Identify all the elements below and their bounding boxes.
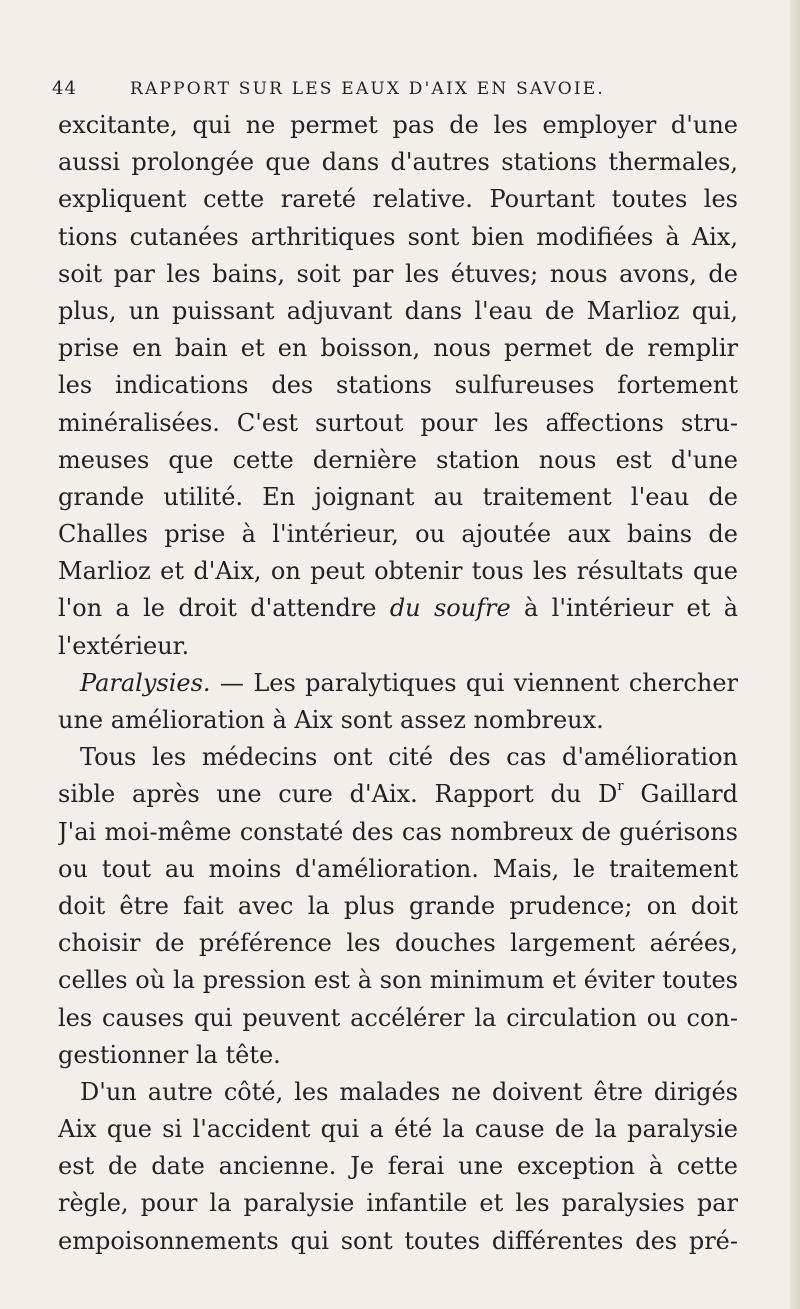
- page-edge: [790, 0, 800, 1309]
- text-line: aussi prolongée que dans d'autres stations thermales,: [58, 148, 738, 177]
- text-line: empoisonnements qui sont toutes différentes des pré-: [58, 1226, 738, 1255]
- body-text: [58, 107, 738, 1260]
- text-line: prise en bain et en boisson, nous permet de remplir: [58, 334, 738, 363]
- text-line: ou tout au moins d'amélioration. Mais, le traitement: [58, 854, 738, 883]
- text-line: grande utilité. En joignant au traitement l'eau de: [58, 482, 738, 511]
- text-line: D'un autre côté, les malades ne doivent être dirigés: [80, 1077, 738, 1106]
- text-line: une amélioration à Aix sont assez nombreux.: [58, 706, 604, 735]
- text-run: à l'intérieur et à: [510, 594, 738, 623]
- page-header: [40, 78, 780, 108]
- text-line: les causes qui peuvent accélérer la circulation ou con-: [58, 1003, 738, 1032]
- text-line: est de date ancienne. Je ferai une exception à cette: [58, 1152, 738, 1181]
- text-line: les indications des stations sulfureuses fortement: [58, 371, 738, 400]
- text-run: — Les paralytiques qui viennent chercher: [210, 668, 738, 697]
- text-line: [58, 776, 738, 813]
- text-line: Challes prise à l'intérieur, ou ajoutée aux bains de: [58, 520, 738, 549]
- text-run: Tous les médecins ont cité des cas d'amélioration: [80, 743, 738, 772]
- running-title: RAPPORT SUR LES EAUX D'AIX EN SAVOIE.: [130, 79, 605, 99]
- text-line: celles où la pression est à son minimum et éviter toutes: [58, 966, 738, 995]
- text-line: tions cutanées arthritiques sont bien modifiées à Aix,: [58, 222, 738, 251]
- text-line: minéralisées. C'est surtout pour les affections stru-: [58, 408, 738, 437]
- text-line: [58, 739, 738, 776]
- italic-term: du soufre: [389, 594, 511, 623]
- text-run: sible après une cure d'Aix. Rapport du D: [58, 780, 618, 809]
- text-run: Gaillard: [640, 780, 738, 809]
- text-line: plus, un puissant adjuvant dans l'eau de Marlioz qui,: [58, 296, 738, 325]
- text-line: Aix que si l'accident qui a été la cause de la paralysie: [58, 1115, 738, 1144]
- superscript: r: [617, 779, 624, 795]
- page-number: 44: [52, 78, 77, 99]
- text-line: Marlioz et d'Aix, on peut obtenir tous les résultats que: [58, 557, 738, 586]
- text-line: doit être fait avec la plus grande prudence; on doit: [58, 891, 738, 920]
- text-line: soit par les bains, soit par les étuves; nous avons, de: [58, 259, 738, 288]
- text-line: meuses que cette dernière station nous est d'une: [58, 445, 738, 474]
- text-line: [58, 590, 738, 627]
- text-line: J'ai moi-même constaté des cas nombreux de guérisons: [58, 817, 738, 846]
- text-line: choisir de préférence les douches largement aérées,: [58, 929, 738, 958]
- section-heading: Paralysies.: [80, 668, 211, 697]
- text-line: l'extérieur.: [58, 631, 190, 660]
- text-line: excitante, qui ne permet pas de les employer d'une: [58, 111, 738, 139]
- text-run: l'on a le droit d'attendre: [58, 594, 390, 623]
- text-line: règle, pour la paralysie infantile et les paralysies par: [58, 1189, 738, 1218]
- text-line: expliquent cette rareté relative. Pourtant toutes les: [58, 185, 738, 214]
- section-heading-line: [58, 665, 738, 702]
- text-line: gestionner la tête.: [58, 1040, 281, 1069]
